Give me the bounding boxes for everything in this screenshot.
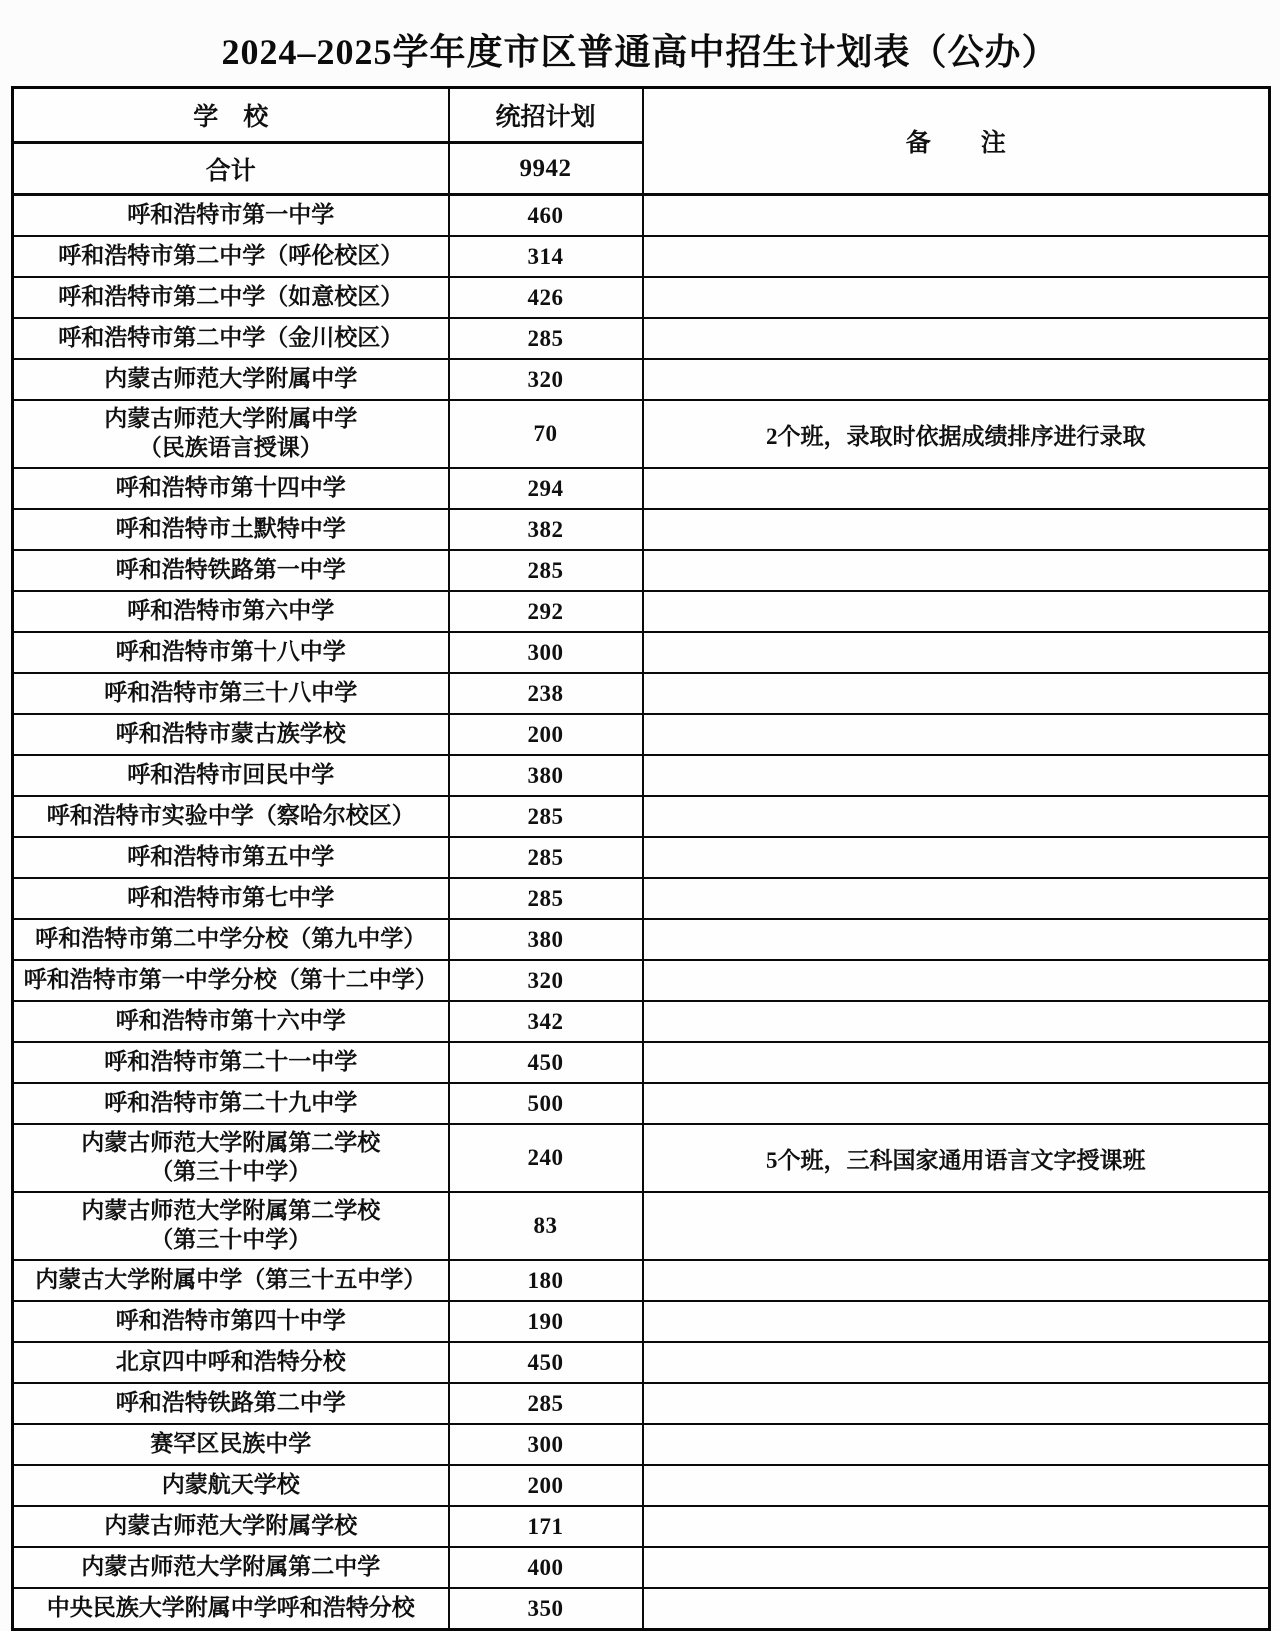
plan-value-cell: 500 bbox=[449, 1083, 643, 1124]
school-name-cell bbox=[13, 359, 449, 400]
school-name-cell bbox=[13, 796, 449, 837]
remark-cell bbox=[643, 550, 1270, 591]
remark-cell bbox=[643, 919, 1270, 960]
table-row bbox=[13, 509, 1270, 550]
school-name-line1: 呼和浩特市第三十八中学 bbox=[104, 680, 358, 706]
school-name-cell bbox=[13, 1547, 449, 1588]
school-name-line1: 呼和浩特市土默特中学 bbox=[115, 516, 346, 542]
school-name-cell bbox=[13, 673, 449, 714]
school-name-cell bbox=[13, 755, 449, 796]
school-name-line1: 呼和浩特市第二中学（金川校区） bbox=[58, 325, 404, 351]
remark-cell bbox=[643, 591, 1270, 632]
school-name-line1: 赛罕区民族中学 bbox=[150, 1431, 312, 1457]
plan-value-cell: 450 bbox=[449, 1342, 643, 1383]
plan-value-cell: 300 bbox=[449, 632, 643, 673]
school-name-line1: 呼和浩特市第十八中学 bbox=[115, 639, 346, 665]
plan-value-cell: 70 bbox=[449, 400, 643, 468]
table-row bbox=[13, 796, 1270, 837]
plan-value-cell: 450 bbox=[449, 1042, 643, 1083]
table-row bbox=[13, 1301, 1270, 1342]
remark-cell bbox=[643, 468, 1270, 509]
plan-value-cell: 285 bbox=[449, 318, 643, 359]
school-name-cell bbox=[13, 960, 449, 1001]
plan-value-cell: 292 bbox=[449, 591, 643, 632]
plan-value-cell: 285 bbox=[449, 1383, 643, 1424]
school-name-line1: 呼和浩特铁路第一中学 bbox=[115, 557, 346, 583]
plan-value-cell: 285 bbox=[449, 837, 643, 878]
table-row bbox=[13, 1383, 1270, 1424]
plan-value-cell: 240 bbox=[449, 1124, 643, 1192]
plan-value-cell: 300 bbox=[449, 1424, 643, 1465]
remark-cell bbox=[643, 1383, 1270, 1424]
remark-cell bbox=[643, 236, 1270, 277]
remark-cell bbox=[643, 1588, 1270, 1630]
school-name-cell bbox=[13, 1301, 449, 1342]
school-name-line1: 呼和浩特市第二中学分校（第九中学） bbox=[35, 926, 427, 952]
table-row bbox=[13, 359, 1270, 400]
remark-cell bbox=[643, 673, 1270, 714]
plan-column-header: 统招计划 bbox=[449, 88, 643, 143]
school-name-line1: 呼和浩特市第十六中学 bbox=[115, 1008, 346, 1034]
school-name-line1: 呼和浩特市第一中学分校（第十二中学） bbox=[23, 967, 438, 993]
remark-cell bbox=[643, 509, 1270, 550]
table-row bbox=[13, 1001, 1270, 1042]
plan-value-cell: 190 bbox=[449, 1301, 643, 1342]
remark-cell bbox=[643, 318, 1270, 359]
school-name-cell bbox=[13, 318, 449, 359]
table-row bbox=[13, 318, 1270, 359]
school-name-line2: （民族语言授课） bbox=[138, 435, 323, 460]
remark-cell bbox=[643, 632, 1270, 673]
plan-value-cell: 400 bbox=[449, 1547, 643, 1588]
school-name-cell bbox=[13, 195, 449, 237]
remark-cell bbox=[643, 714, 1270, 755]
table-row bbox=[13, 960, 1270, 1001]
school-name-line1: 呼和浩特市第一中学 bbox=[127, 202, 335, 228]
table-row bbox=[13, 1260, 1270, 1301]
remark-cell bbox=[643, 1001, 1270, 1042]
plan-value-cell: 180 bbox=[449, 1260, 643, 1301]
plan-value-cell: 285 bbox=[449, 796, 643, 837]
remark-cell bbox=[643, 195, 1270, 237]
school-name-line1: 呼和浩特市第二十一中学 bbox=[104, 1049, 358, 1075]
school-name-line1: 呼和浩特市第四十中学 bbox=[115, 1308, 346, 1334]
table-row bbox=[13, 1465, 1270, 1506]
school-name-cell bbox=[13, 1383, 449, 1424]
remark-cell bbox=[643, 1465, 1270, 1506]
plan-value-cell: 294 bbox=[449, 468, 643, 509]
remark-cell: 2个班，录取时依据成绩排序进行录取 bbox=[643, 400, 1270, 468]
school-name-cell bbox=[13, 550, 449, 591]
school-name-cell bbox=[13, 632, 449, 673]
school-name-cell bbox=[13, 1424, 449, 1465]
table-row bbox=[13, 195, 1270, 237]
total-label-cell: 合计 bbox=[13, 143, 449, 195]
table-row bbox=[13, 632, 1270, 673]
plan-value-cell: 380 bbox=[449, 755, 643, 796]
table-row bbox=[13, 919, 1270, 960]
school-name-line1: 内蒙古大学附属中学（第三十五中学） bbox=[35, 1267, 427, 1293]
school-name-cell bbox=[13, 919, 449, 960]
school-name-line1: 中央民族大学附属中学呼和浩特分校 bbox=[46, 1595, 415, 1621]
school-name-line1: 呼和浩特市回民中学 bbox=[127, 762, 335, 788]
plan-value-cell: 200 bbox=[449, 714, 643, 755]
school-name-line1: 内蒙古师范大学附属中学 bbox=[104, 406, 358, 432]
remark-cell bbox=[643, 755, 1270, 796]
table-row bbox=[13, 1124, 1270, 1192]
plan-value-cell: 285 bbox=[449, 550, 643, 591]
table-row bbox=[13, 1547, 1270, 1588]
table-row bbox=[13, 714, 1270, 755]
total-plan-cell: 9942 bbox=[449, 143, 643, 195]
table-row bbox=[13, 400, 1270, 468]
plan-value-cell: 426 bbox=[449, 277, 643, 318]
school-name-line1: 呼和浩特市第五中学 bbox=[127, 844, 335, 870]
table-row bbox=[13, 1083, 1270, 1124]
enrollment-plan-table bbox=[11, 86, 1271, 1631]
remark-cell bbox=[643, 960, 1270, 1001]
remark-cell bbox=[643, 1506, 1270, 1547]
plan-value-cell: 382 bbox=[449, 509, 643, 550]
school-name-line1: 内蒙古师范大学附属第二学校 bbox=[81, 1130, 381, 1156]
header-row bbox=[13, 88, 1270, 143]
school-name-cell bbox=[13, 1083, 449, 1124]
school-name-line1: 呼和浩特市第十四中学 bbox=[115, 475, 346, 501]
plan-value-cell: 342 bbox=[449, 1001, 643, 1042]
remark-cell bbox=[643, 1342, 1270, 1383]
remark-cell bbox=[643, 1192, 1270, 1260]
school-name-cell bbox=[13, 878, 449, 919]
school-name-cell bbox=[13, 714, 449, 755]
remark-cell bbox=[643, 1083, 1270, 1124]
table-body bbox=[13, 88, 1270, 1630]
school-name-line2: （第三十中学） bbox=[150, 1227, 312, 1252]
school-name-cell bbox=[13, 277, 449, 318]
school-name-cell bbox=[13, 1042, 449, 1083]
table-row bbox=[13, 878, 1270, 919]
table-row bbox=[13, 277, 1270, 318]
school-name-line1: 内蒙航天学校 bbox=[161, 1472, 300, 1498]
remark-cell: 5个班，三科国家通用语言文字授课班 bbox=[643, 1124, 1270, 1192]
school-name-cell bbox=[13, 1506, 449, 1547]
remark-cell bbox=[643, 1301, 1270, 1342]
table-row bbox=[13, 550, 1270, 591]
table-row bbox=[13, 673, 1270, 714]
table-row bbox=[13, 1042, 1270, 1083]
table-row bbox=[13, 1506, 1270, 1547]
table-row bbox=[13, 755, 1270, 796]
remark-cell bbox=[643, 878, 1270, 919]
school-name-line1: 内蒙古师范大学附属第二中学 bbox=[81, 1554, 381, 1580]
school-name-cell bbox=[13, 1124, 449, 1192]
remark-cell bbox=[643, 277, 1270, 318]
table-row bbox=[13, 236, 1270, 277]
plan-value-cell: 460 bbox=[449, 195, 643, 237]
school-column-header: 学 校 bbox=[13, 88, 449, 143]
plan-value-cell: 83 bbox=[449, 1192, 643, 1260]
school-name-cell bbox=[13, 468, 449, 509]
school-name-cell bbox=[13, 1192, 449, 1260]
school-name-line1: 呼和浩特市蒙古族学校 bbox=[115, 721, 346, 747]
school-name-line1: 呼和浩特市第六中学 bbox=[127, 598, 335, 624]
school-name-line1: 呼和浩特市第七中学 bbox=[127, 885, 335, 911]
school-name-line2: （第三十中学） bbox=[150, 1159, 312, 1184]
school-name-cell bbox=[13, 1588, 449, 1630]
plan-value-cell: 171 bbox=[449, 1506, 643, 1547]
remark-cell bbox=[643, 1424, 1270, 1465]
table-row bbox=[13, 468, 1270, 509]
remark-cell bbox=[643, 1260, 1270, 1301]
school-name-line1: 呼和浩特市第二中学（呼伦校区） bbox=[58, 243, 404, 269]
school-name-cell bbox=[13, 1001, 449, 1042]
school-name-cell bbox=[13, 837, 449, 878]
school-name-line1: 内蒙古师范大学附属学校 bbox=[104, 1513, 358, 1539]
school-name-line1: 呼和浩特市第二十九中学 bbox=[104, 1090, 358, 1116]
school-name-cell bbox=[13, 1465, 449, 1506]
page-title: 2024–2025学年度市区普通高中招生计划表（公办） bbox=[221, 32, 1059, 72]
plan-value-cell: 350 bbox=[449, 1588, 643, 1630]
school-name-cell bbox=[13, 236, 449, 277]
remark-column-header: 备 注 bbox=[643, 88, 1270, 195]
plan-value-cell: 320 bbox=[449, 359, 643, 400]
plan-value-cell: 314 bbox=[449, 236, 643, 277]
school-name-line1: 北京四中呼和浩特分校 bbox=[115, 1349, 346, 1375]
school-name-line1: 呼和浩特市实验中学（察哈尔校区） bbox=[46, 803, 415, 829]
table-row bbox=[13, 837, 1270, 878]
remark-cell bbox=[643, 1042, 1270, 1083]
remark-cell bbox=[643, 1547, 1270, 1588]
school-name-line1: 内蒙古师范大学附属第二学校 bbox=[81, 1198, 381, 1224]
table-row bbox=[13, 1588, 1270, 1630]
school-name-line1: 呼和浩特铁路第二中学 bbox=[115, 1390, 346, 1416]
school-name-cell bbox=[13, 400, 449, 468]
school-name-cell bbox=[13, 591, 449, 632]
remark-cell bbox=[643, 837, 1270, 878]
plan-value-cell: 238 bbox=[449, 673, 643, 714]
school-name-cell bbox=[13, 509, 449, 550]
table-row bbox=[13, 1342, 1270, 1383]
table-row bbox=[13, 591, 1270, 632]
plan-value-cell: 320 bbox=[449, 960, 643, 1001]
table-row bbox=[13, 1424, 1270, 1465]
plan-value-cell: 285 bbox=[449, 878, 643, 919]
plan-value-cell: 380 bbox=[449, 919, 643, 960]
school-name-cell bbox=[13, 1260, 449, 1301]
plan-value-cell: 200 bbox=[449, 1465, 643, 1506]
school-name-cell bbox=[13, 1342, 449, 1383]
remark-cell bbox=[643, 359, 1270, 400]
school-name-line1: 呼和浩特市第二中学（如意校区） bbox=[58, 284, 404, 310]
school-name-line1: 内蒙古师范大学附属中学 bbox=[104, 366, 358, 392]
remark-cell bbox=[643, 796, 1270, 837]
table-row bbox=[13, 1192, 1270, 1260]
